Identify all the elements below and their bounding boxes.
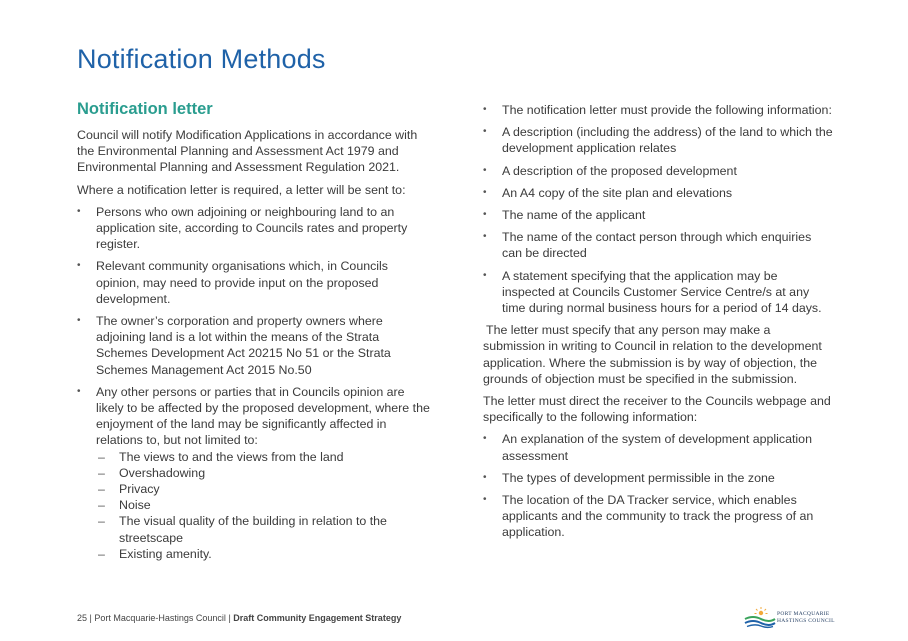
list-item: • An explanation of the system of development application assessment: [483, 431, 833, 463]
paragraph: Where a notification letter is required, a letter will be sent to:: [77, 182, 406, 197]
page-number: 25: [77, 613, 88, 623]
list-item: • The owner’s corporation and property owners where adjoining land is a lot within the means of the Strata Schemes Development Act 20215 No 51 or the Strata Schemes Management Act 2015 No.50: [77, 313, 432, 378]
bullet-list: [483, 431, 833, 540]
left-column: [77, 100, 432, 562]
right-column: [483, 102, 833, 547]
footer-separator: |: [228, 613, 234, 623]
list-item: • An A4 copy of the site plan and elevations: [483, 185, 833, 201]
paragraph: Council will notify Modification Applications in accordance with the Environmental Planning and Assessment Act 1979 and Environmental Planning and Assessment Regulation 2021.: [77, 128, 418, 175]
paragraph: The letter must specify that any person may make a submission in writing to Council in relation to the development application. Where the submission is by way of objection, the grounds of objection must be specified in the submission.: [483, 323, 822, 386]
list-item: • A statement specifying that the application may be inspected at Councils Customer Service Centre/s at any time during normal business hours for a period of 14 days.: [483, 268, 833, 317]
dash-item: – Privacy: [96, 481, 432, 497]
list-item: • The name of the applicant: [483, 207, 833, 223]
list-item: • The types of development permissible in the zone: [483, 470, 833, 486]
list-item: • The name of the contact person through which enquiries can be directed: [483, 229, 833, 261]
logo-sun-icon: [755, 607, 768, 615]
footer-org: Port Macquarie-Hastings Council: [94, 613, 226, 623]
list-item-text: Any other persons or parties that in Councils opinion are likely to be affected by the proposed development, where the enjoyment of the land may be significantly affected in relations to, but not limited to:: [96, 384, 430, 448]
bullet-list: [483, 102, 833, 316]
dash-item: – Noise: [96, 497, 432, 513]
list-item: • A description of the proposed development: [483, 163, 833, 179]
dash-item: – The visual quality of the building in relation to the streetscape: [96, 513, 432, 545]
dash-item: – Overshadowing: [96, 465, 432, 481]
section-heading: Notification letter: [77, 100, 213, 118]
logo-text-line: HASTINGS COUNCIL: [777, 617, 835, 624]
dash-list: [96, 449, 432, 562]
page-footer: [77, 613, 401, 623]
dash-item: – Existing amenity.: [96, 546, 432, 562]
list-item: • Persons who own adjoining or neighbouring land to an application site, according to Councils rates and property register.: [77, 204, 432, 253]
list-item: • A description (including the address) of the land to which the development application relates: [483, 124, 833, 156]
footer-separator: |: [89, 613, 95, 623]
list-item: [77, 384, 432, 562]
page-title: Notification Methods: [77, 44, 326, 74]
footer-doc-title: Draft Community Engagement Strategy: [233, 613, 402, 623]
paragraph: The letter must direct the receiver to the Councils webpage and specifically to the following information:: [483, 394, 831, 425]
logo-text-line: PORT MACQUARIE: [777, 611, 830, 617]
list-item: • The notification letter must provide the following information:: [483, 102, 833, 118]
logo-text: [777, 611, 835, 624]
list-item: • The location of the DA Tracker service, which enables applicants and the community to track the progress of an application.: [483, 492, 833, 541]
dash-item: – The views to and the views from the land: [96, 449, 432, 465]
bullet-list: [77, 204, 432, 562]
list-item: • Relevant community organisations which, in Councils opinion, may need to provide input on the proposed development.: [77, 258, 432, 307]
